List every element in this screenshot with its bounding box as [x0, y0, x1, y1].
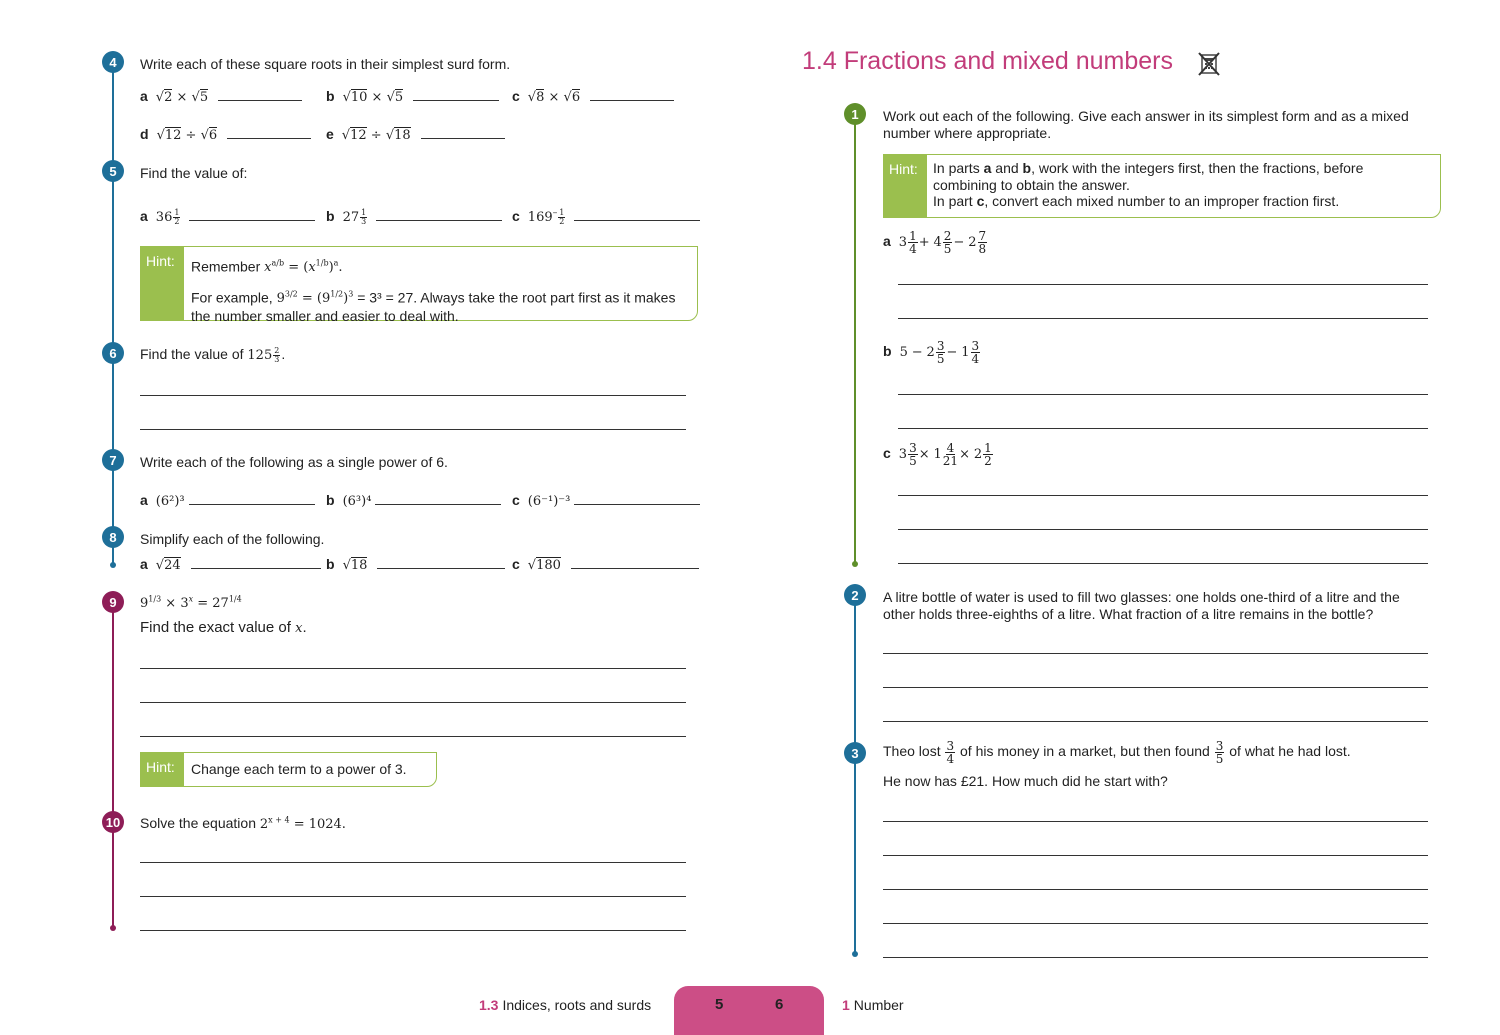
question-number: 6	[102, 342, 124, 364]
answer-line[interactable]	[883, 923, 1428, 924]
answer-line[interactable]	[883, 687, 1428, 688]
rail-end-dot	[110, 925, 116, 931]
question-number: 1	[844, 103, 866, 125]
answer-blank[interactable]	[227, 126, 311, 139]
answer-blank[interactable]	[218, 88, 302, 101]
answer-line[interactable]	[898, 529, 1428, 530]
hint-label: Hint:	[141, 247, 184, 320]
answer-blank[interactable]	[191, 556, 321, 569]
q4-part-a: a √2 × √5	[140, 88, 302, 105]
question-text: He now has £21. How much did he start with?	[883, 773, 1168, 789]
page-number-left: 5	[715, 996, 724, 1013]
answer-line[interactable]	[898, 318, 1428, 319]
answer-blank[interactable]	[189, 208, 315, 221]
question-rail-green	[854, 114, 856, 564]
question-number: 3	[844, 742, 866, 764]
q4-part-d: d √12 ÷ √6	[140, 126, 311, 143]
question-text: Theo lost $\frac{3}{4}$ of his money in a market, but then found $\frac{3}{5}$ of what he had lost.	[883, 739, 1351, 766]
answer-blank[interactable]	[571, 556, 699, 569]
rail-end-dot	[852, 951, 858, 957]
question-rail-blue	[112, 62, 114, 566]
question-number: 10	[102, 811, 124, 833]
page-number-right: 6	[775, 996, 784, 1013]
answer-line[interactable]	[140, 862, 686, 863]
answer-blank[interactable]	[574, 492, 700, 505]
answer-line[interactable]	[898, 284, 1428, 285]
hint-label: Hint:	[141, 753, 184, 786]
hint-text: Remember $x^{a/b} = (x^{1/b})^a$. For example, $9^{3/2} = (9^{1/2})^3 = 3^3 = 27$. Always take the root part first as it makes the number smaller and easier to deal with.	[191, 258, 676, 324]
q4-part-c: c √8 × √6	[512, 88, 674, 105]
answer-blank[interactable]	[189, 492, 315, 505]
question-text: Write each of these square roots in their simplest surd form.	[140, 56, 511, 72]
answer-blank[interactable]	[590, 88, 674, 101]
q1-part-a: a 3 $\frac{1}{4}$ + 4 $\frac{2}{5}$ − 2 $\frac{7}{8}$	[883, 229, 987, 256]
calculator-crossed-icon	[1198, 52, 1220, 81]
question-number: 9	[102, 591, 124, 613]
footer-left-section: 1.3 Indices, roots and surds	[479, 997, 652, 1013]
page-number-tab	[674, 986, 824, 1035]
hint-label: Hint:	[884, 155, 927, 217]
hint-box	[140, 752, 437, 787]
question-text: A litre bottle of water is used to fill two glasses: one holds one-third of a litre and the other holds three-eighths of a litre. What fraction of a litre remains in the bottle?	[883, 589, 1400, 622]
q7-part-a: a (6²)³	[140, 492, 315, 509]
answer-blank[interactable]	[376, 208, 502, 221]
answer-line[interactable]	[883, 855, 1428, 856]
answer-line[interactable]	[140, 896, 686, 897]
rail-end-dot	[110, 562, 116, 568]
question-number: 2	[844, 584, 866, 606]
answer-line[interactable]	[898, 563, 1428, 564]
q8-part-c: c √180	[512, 556, 699, 573]
question-rail-maroon	[112, 602, 114, 928]
question-text: Simplify each of the following.	[140, 531, 325, 547]
answer-line[interactable]	[898, 428, 1428, 429]
answer-line[interactable]	[898, 495, 1428, 496]
question-text: Find the value of:	[140, 165, 248, 181]
answer-line[interactable]	[140, 702, 686, 703]
answer-line[interactable]	[140, 668, 686, 669]
q7-part-c: c (6⁻¹)⁻³	[512, 492, 700, 509]
answer-line[interactable]	[140, 736, 686, 737]
hint-text: In parts a and b, work with the integers first, then the fractions, before combining to obtain the answer. In part c, convert each mixed number to an improper fraction first.	[933, 160, 1364, 209]
answer-line[interactable]	[883, 889, 1428, 890]
question-number: 8	[102, 526, 124, 548]
answer-line[interactable]	[140, 930, 686, 931]
answer-blank[interactable]	[377, 556, 505, 569]
q8-part-b: b √18	[326, 556, 505, 573]
q7-part-b: b (6³)⁴	[326, 492, 501, 509]
answer-line[interactable]	[898, 394, 1428, 395]
question-number: 7	[102, 449, 124, 471]
answer-blank[interactable]	[574, 208, 700, 221]
q4-part-b: b √10 × √5	[326, 88, 499, 105]
q1-part-c: c 3 $\frac{3}{5}$ × 1 $\frac{4}{21}$ × 2 $\frac{1}{2}$	[883, 441, 992, 468]
answer-line[interactable]	[883, 653, 1428, 654]
q4-part-e: e √12 ÷ √18	[326, 126, 505, 143]
question-number: 5	[102, 160, 124, 182]
answer-line[interactable]	[883, 821, 1428, 822]
q5-part-c: c 169− $\frac{1}{2}$	[512, 208, 700, 226]
footer-right-section: 1 Number	[842, 997, 904, 1013]
answer-blank[interactable]	[413, 88, 499, 101]
question-number: 4	[102, 51, 124, 73]
answer-line[interactable]	[883, 721, 1428, 722]
question-text: Find the value of 125 $\frac{2}{3}$ .	[140, 346, 286, 365]
answer-line[interactable]	[140, 429, 686, 430]
answer-blank[interactable]	[375, 492, 501, 505]
question-equation: $9^{1/3} \times 3^x = 27^{1/4}$	[140, 594, 242, 611]
q5-part-a: a 36 $\frac{1}{2}$	[140, 208, 315, 226]
hint-box	[140, 246, 698, 324]
question-text: Find the exact value of x.	[140, 619, 307, 636]
rail-end-dot	[852, 561, 858, 567]
q8-part-a: a √24	[140, 556, 321, 573]
question-text: Write each of the following as a single power of 6.	[140, 454, 448, 470]
q1-part-b: b 5 − 2 $\frac{3}{5}$ − 1 $\frac{3}{4}$	[883, 339, 980, 366]
answer-line[interactable]	[140, 395, 686, 396]
hint-text: Change each term to a power of 3.	[191, 761, 407, 777]
hint-box	[883, 154, 1441, 218]
section-title: 1.4 Fractions and mixed numbers	[802, 47, 1174, 75]
answer-blank[interactable]	[421, 126, 505, 139]
question-rail-blue	[854, 594, 856, 954]
question-text: Solve the equation $2^{x + 4} = 1024$.	[140, 815, 346, 832]
question-text: Work out each of the following. Give each answer in its simplest form and as a mixed number where appropriate.	[883, 108, 1409, 141]
answer-line[interactable]	[883, 957, 1428, 958]
q5-part-b: b 27 $\frac{1}{3}$	[326, 208, 502, 226]
